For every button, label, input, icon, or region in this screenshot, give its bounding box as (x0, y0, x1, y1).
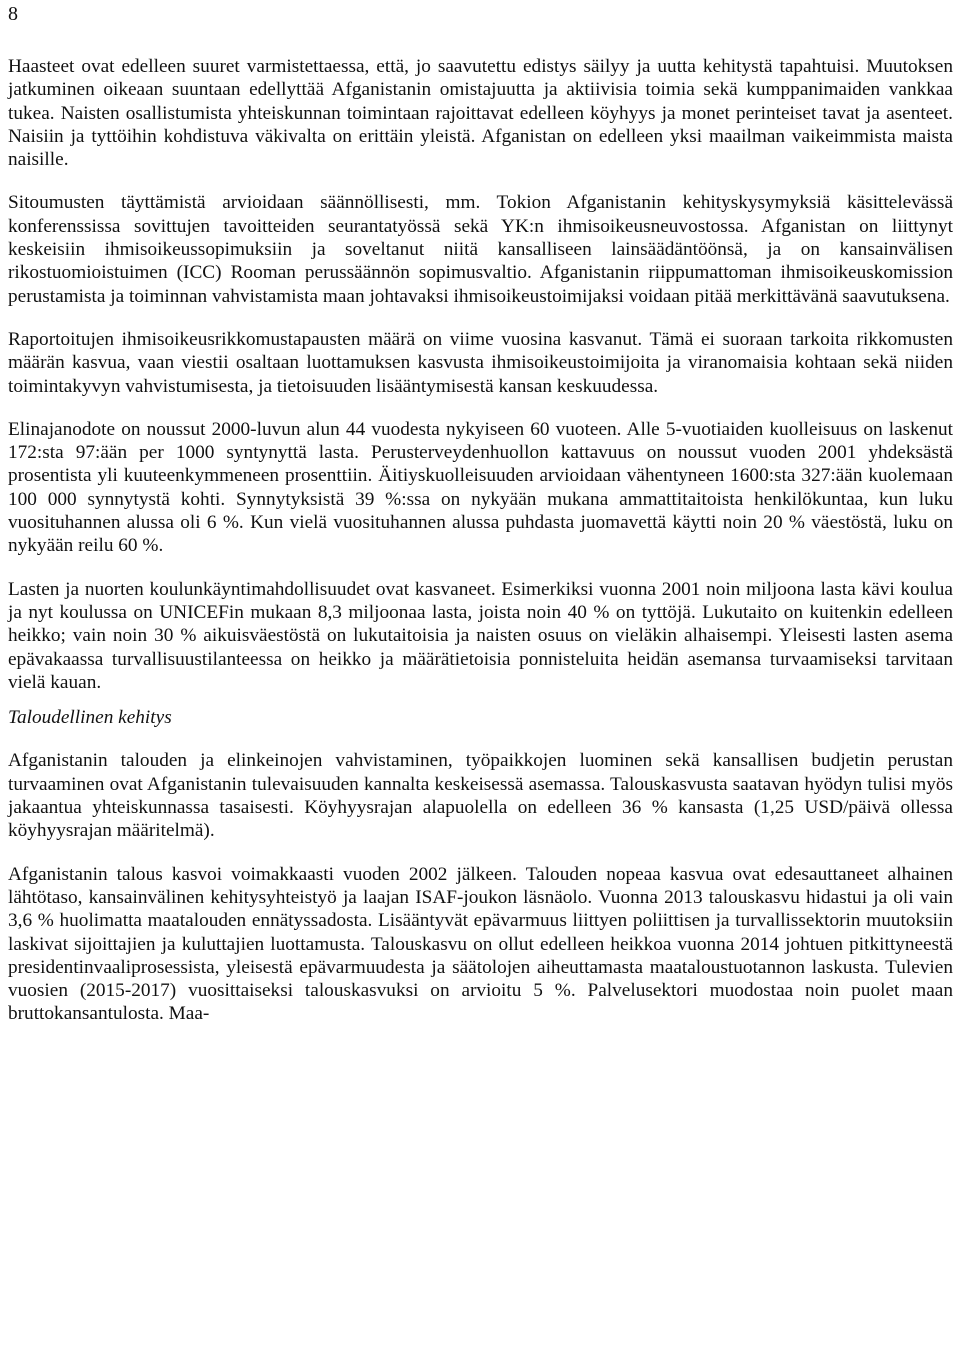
paragraph-economic-growth: Afganistanin talous kasvoi voimakkaasti vuoden 2002 jälkeen. Talouden nopeaa kasvua ovat edesauttaneet alhainen lähtötaso, kansainvälinen kehitysyhteistyö ja laajan ISAF-joukon läsnäolo. Vuonna 2013 talouskasvu hidastui ja oli vain 3,6 % huolimatta maatalouden ennätyssadosta. Lisääntyvät epävarmuus liittyen poliittisen ja turvallissektorin muutoksiin laskivat sijoittajien ja kuluttajien luottamusta. Talouskasvu on ollut edelleen heikkoa vuonna 2014 johtuen pitkittyneestä presidentinvaaliprosessista, yleisestä epävarmuudesta ja säätolojen aiheuttamasta maataloustuotannon laskusta. Tulevien vuosien (2015-2017) vuosittaiseksi talouskasvuksi on arvioitu 5 %. Palvelusektori muodostaa noin puolet maan bruttokansantulosta. Maa- (8, 863, 953, 1025)
section-heading: Taloudellinen kehitys (8, 707, 172, 729)
paragraph-commitments: Sitoumusten täyttämistä arvioidaan säännöllisesti, mm. Tokion Afganistanin kehityskysymyksiä käsittelevässä konferenssissa sovittujen tavoitteiden seurantatyössä sekä YK:n ihmisoikeusneuvostossa. Afganistan on liittynyt keskeisiin ihmisoikeussopimuksiin ja soveltanut niitä kansalliseen lainsäädäntöönsä, ja on kansainvälisen rikostuomioistuimen (ICC) Rooman perussäännön sopimusvaltio. Afganistanin riippumattoman ihmisoikeuskomission perustamista ja toiminnan vahvistamista maan johtavaksi ihmisoikeustoimijaksi voidaan pitää merkittävänä saavutuksena. (8, 192, 953, 307)
paragraph-human-rights-reports: Raportoitujen ihmisoikeusrikkomustapausten määrä on viime vuosina kasvanut. Tämä ei suoraan tarkoita rikkomusten määrän kasvua, vaan viestii osaltaan luottamuksen kasvusta ihmisoikeustoimijoita ja viranomaisia kohtaan sekä niiden toimintakyvyn vahvistumisesta, ja tietoisuuden lisääntymisestä kansan keskuudessa. (8, 328, 953, 397)
document-body (8, 55, 953, 1046)
page-number: 8 (8, 3, 18, 25)
paragraph-education: Lasten ja nuorten koulunkäyntimahdollisuudet ovat kasvaneet. Esimerkiksi vuonna 2001 noin miljoona lasta kävi koulua ja nyt koulussa on UNICEFin mukaan 8,3 miljoonaa lasta, joista noin 40 % on tyttöjä. Lukutaito on kuitenkin edelleen heikko; vain noin 30 % aikuisväestöstä on lukutaitoisia ja naisten osuus on vieläkin alhaisempi. Yleisesti lasten asema epävakaassa turvallisuustilanteessa on heikko ja määrätietoisia ponnisteluita heidän asemansa turvaamiseksi tarvitaan vielä kauan. (8, 578, 953, 693)
paragraph-challenges: Haasteet ovat edelleen suuret varmistettaessa, että, jo saavutettu edistys säilyy ja uutta kehitystä tapahtuisi. Muutoksen jatkuminen oikeaan suuntaan edellyttää Afganistanin omistajuutta ja aktiivisia toimia sekä kumppanimaiden vankkaa tukea. Naisten osallistumista yhteiskunnan toimintaan rajoittavat edelleen köyhyys ja monet perinteiset tavat ja asenteet. Naisiin ja tyttöihin kohdistuva väkivalta on erittäin yleistä. Afganistan on edelleen yksi maailman vaikeimmista maista naisille. (8, 56, 953, 171)
paragraph-economy-basis: Afganistanin talouden ja elinkeinojen vahvistaminen, työpaikkojen luominen sekä kansallisen budjetin perustan turvaaminen ovat Afganistanin tulevaisuuden kannalta keskeisessä asemassa. Talouskasvusta saatavan hyödyn tulisi myös jakaantua yhteiskunnassa tasaisesti. Köyhyysrajan alapuolella on edelleen 36 % kansasta (1,25 USD/päivä ollessa köyhyysrajan määritelmä). (8, 750, 953, 842)
paragraph-health: Elinajanodote on noussut 2000-luvun alun 44 vuodesta nykyiseen 60 vuoteen. Alle 5-vuotiaiden kuolleisuus on laskenut 172:sta 97:ään per 1000 syntynyttä lasta. Perusterveydenhuollon kattavuus on noussut vuoden 2001 yhdeksästä prosentista yli kuuteenkymmeneen prosenttiin. Äitiyskuolleisuuden arvioidaan vähentyneen 1600:sta 327:ään kuolemaan 100 000 synnytystä kohti. Synnytyksistä 39 %:ssa on nykyään mukana ammattitaitoista henkilökuntaa, kun luku vuosituhannen alussa oli 6 %. Kun vielä vuosituhannen alussa puhdasta juomavettä käytti noin 20 % väestöstä, luku on nykyään reilu 60 %. (8, 418, 953, 557)
